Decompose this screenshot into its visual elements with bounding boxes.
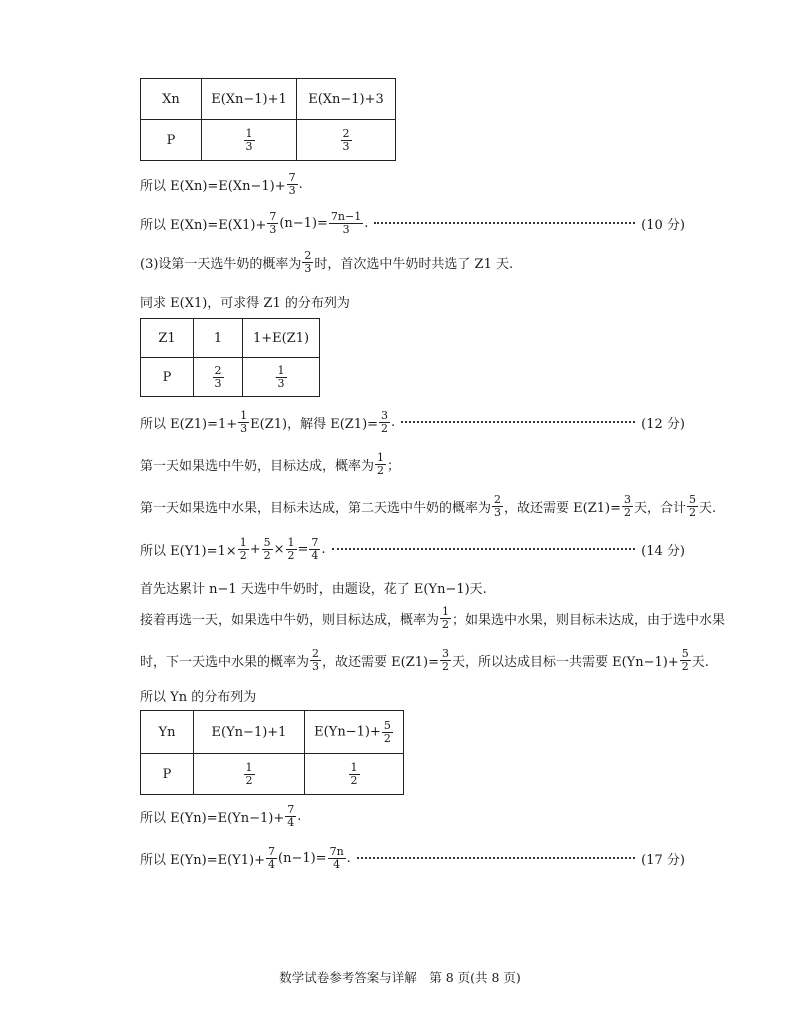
fraction xyxy=(440,648,451,672)
text-line xyxy=(140,686,685,705)
table-cell: P xyxy=(141,358,194,397)
score-label: (17 分) xyxy=(641,852,685,868)
text: 所以 E(Z1)=1+ xyxy=(140,416,238,432)
numerator: 1 xyxy=(442,605,450,618)
text: 第一天如果选中水果，目标未达成，第二天选中牛奶的概率为 xyxy=(140,500,492,516)
text: 第一天如果选中牛奶，目标达成，概率为 xyxy=(140,458,375,474)
fraction xyxy=(492,494,503,518)
fraction xyxy=(238,410,249,434)
fraction xyxy=(687,494,698,518)
page-footer: 数学试卷参考答案与详解 第 8 页(共 8 页) xyxy=(279,970,521,985)
text: . xyxy=(321,541,326,557)
numerator: 1 xyxy=(245,126,253,140)
denominator: 2 xyxy=(239,548,247,562)
text: 所以 E(Xn)=E(Xn−1)+ xyxy=(140,178,286,194)
z1-distribution-table-block xyxy=(140,318,685,397)
fraction xyxy=(302,250,313,274)
denominator: 2 xyxy=(350,773,358,787)
z1-distribution-table xyxy=(140,318,320,397)
fraction xyxy=(309,537,320,561)
text: + xyxy=(249,541,261,557)
denominator: 4 xyxy=(333,857,341,871)
text-line xyxy=(140,605,726,631)
text: . xyxy=(364,215,369,231)
text-line xyxy=(140,647,709,673)
fraction xyxy=(286,537,297,561)
table-cell xyxy=(305,754,404,795)
numerator: 2 xyxy=(494,493,502,506)
formula-line xyxy=(140,846,685,870)
text: 天，所以达成目标一共需要 E(Yn−1)+ xyxy=(451,654,679,670)
numerator: 1 xyxy=(240,409,248,422)
score-label: (14 分) xyxy=(641,543,685,559)
text: ，故还需要 E(Z1)= xyxy=(504,500,621,516)
text: 所以 E(Yn)=E(Yn−1)+ xyxy=(140,810,285,826)
numerator: 3 xyxy=(441,647,449,660)
formula-line xyxy=(140,537,685,561)
numerator: 5 xyxy=(263,536,271,549)
table-cell xyxy=(194,754,305,795)
text-line xyxy=(140,578,685,597)
denominator: 3 xyxy=(240,421,248,435)
numerator: 3 xyxy=(381,409,389,422)
table-cell: Z1 xyxy=(141,319,194,358)
denominator: 2 xyxy=(287,548,295,562)
table-cell xyxy=(305,711,404,754)
denominator: 4 xyxy=(311,548,319,562)
fraction xyxy=(680,648,691,672)
text: . xyxy=(298,176,303,192)
denominator: 2 xyxy=(383,731,391,745)
text-line xyxy=(140,292,685,311)
text: ；如果选中水果，则目标未达成，由于选中水果 xyxy=(452,612,726,628)
denominator: 2 xyxy=(623,505,631,519)
denominator: 3 xyxy=(342,222,350,236)
numerator: 7n xyxy=(329,845,344,858)
numerator: 7 xyxy=(288,171,296,184)
fraction xyxy=(341,128,352,152)
table-cell xyxy=(202,120,297,161)
denominator: 2 xyxy=(381,421,389,435)
text-line xyxy=(140,452,685,476)
text: 时，下一天选中水果的概率为 xyxy=(140,654,310,670)
fraction xyxy=(213,365,224,389)
denominator: 2 xyxy=(689,505,696,519)
numerator: 7n−1 xyxy=(330,210,362,223)
denominator: 3 xyxy=(245,139,253,153)
denominator: 3 xyxy=(214,376,222,390)
text: 时，首次选中牛奶时共选了 Z1 天. xyxy=(314,256,514,272)
fraction xyxy=(379,410,390,434)
text: . xyxy=(297,808,302,824)
numerator: 2 xyxy=(312,647,320,660)
table-cell: P xyxy=(141,754,194,795)
text: 同求 E(X1)，可求得 Z1 的分布列为 xyxy=(140,296,350,311)
fraction xyxy=(382,720,393,744)
table-row xyxy=(141,754,404,795)
numerator: 7 xyxy=(269,210,277,223)
numerator: 3 xyxy=(623,493,631,506)
denominator: 3 xyxy=(277,376,285,390)
denominator: 2 xyxy=(681,659,689,673)
numerator: 1 xyxy=(287,536,295,549)
fraction xyxy=(262,537,273,561)
fraction xyxy=(244,762,255,786)
table-cell xyxy=(194,358,243,397)
numerator: 2 xyxy=(304,249,312,262)
denominator: 2 xyxy=(442,617,450,631)
denominator: 2 xyxy=(263,548,271,562)
text: × xyxy=(273,541,285,557)
fraction xyxy=(267,211,278,235)
numerator: 7 xyxy=(287,803,295,816)
table-cell xyxy=(297,120,396,161)
table-cell: E(Xn−1)+1 xyxy=(202,79,297,120)
numerator: 1 xyxy=(350,760,358,774)
denominator: 3 xyxy=(494,505,502,519)
denominator: 2 xyxy=(245,773,253,787)
xn-distribution-table-block xyxy=(140,78,685,161)
yn-distribution-table xyxy=(140,710,404,795)
formula-line xyxy=(140,211,685,235)
table-cell: Yn xyxy=(141,711,194,754)
formula-line xyxy=(140,410,685,434)
table-row xyxy=(141,319,320,358)
table-cell: 1+E(Z1) xyxy=(243,319,320,358)
numerator: 7 xyxy=(311,536,319,549)
table-cell: Xn xyxy=(141,79,202,120)
table-row xyxy=(141,358,320,397)
fraction xyxy=(622,494,633,518)
text: 天，合计 xyxy=(633,500,686,516)
text: = xyxy=(297,541,309,557)
denominator: 3 xyxy=(342,139,350,153)
table-row xyxy=(141,120,396,161)
xn-distribution-table xyxy=(140,78,396,161)
fraction xyxy=(244,128,255,152)
text: (n−1)= xyxy=(278,850,327,866)
text: 首先达累计 n−1 天选中牛奶时，由题设，花了 E(Yn−1)天. xyxy=(140,582,487,597)
table-cell xyxy=(243,358,320,397)
denominator: 3 xyxy=(288,183,296,197)
table-cell: P xyxy=(141,120,202,161)
fraction xyxy=(375,452,386,476)
text: 所以 E(Xn)=E(X1)+ xyxy=(140,217,267,233)
text: (3)设第一天选牛奶的概率为 xyxy=(140,256,302,272)
table-cell: 1 xyxy=(194,319,243,358)
numerator: 5 xyxy=(383,718,391,732)
fraction xyxy=(287,172,298,196)
table-cell: E(Yn−1)+1 xyxy=(194,711,305,754)
fraction xyxy=(285,804,296,828)
fraction xyxy=(329,211,363,235)
numerator: 1 xyxy=(239,536,247,549)
numerator: 5 xyxy=(689,493,696,506)
text: E(Z1)，解得 E(Z1)= xyxy=(250,416,379,432)
text: ； xyxy=(387,458,401,474)
leader-dots xyxy=(401,421,635,423)
leader-dots xyxy=(332,548,636,550)
text-line xyxy=(140,493,717,519)
leader-dots xyxy=(374,222,635,224)
fraction xyxy=(440,606,451,630)
numerator: 1 xyxy=(377,451,385,464)
table-cell: E(Xn−1)+3 xyxy=(297,79,396,120)
text: 天. xyxy=(691,654,709,670)
text: . xyxy=(391,414,396,430)
text-line xyxy=(140,250,685,274)
numerator: 2 xyxy=(214,363,222,377)
fraction xyxy=(349,762,360,786)
numerator: 1 xyxy=(245,760,253,774)
fraction xyxy=(328,846,346,870)
fraction xyxy=(276,365,287,389)
numerator: 5 xyxy=(681,647,689,660)
denominator: 3 xyxy=(304,261,312,275)
text: 接着再选一天，如果选中牛奶，则目标达成，概率为 xyxy=(140,612,440,628)
text: ，故还需要 E(Z1)= xyxy=(322,654,439,670)
denominator: 4 xyxy=(287,815,295,829)
denominator: 3 xyxy=(269,222,277,236)
denominator: 3 xyxy=(312,659,320,673)
text: E(Yn−1)+ xyxy=(314,724,381,740)
text: 所以 E(Y1)=1× xyxy=(140,543,237,559)
denominator: 2 xyxy=(377,463,385,477)
fraction xyxy=(310,648,321,672)
numerator: 2 xyxy=(342,126,350,140)
text: 所以 Yn 的分布列为 xyxy=(140,690,257,705)
denominator: 2 xyxy=(441,659,449,673)
table-row xyxy=(141,711,404,754)
formula-line xyxy=(140,172,685,196)
fraction xyxy=(266,846,277,870)
text: 所以 E(Yn)=E(Y1)+ xyxy=(140,852,265,868)
fraction xyxy=(238,537,249,561)
denominator: 4 xyxy=(268,857,275,871)
numerator: 7 xyxy=(268,845,275,858)
yn-distribution-table-block xyxy=(140,710,685,795)
text: (n−1)= xyxy=(279,215,328,231)
formula-line xyxy=(140,804,685,828)
numerator: 1 xyxy=(277,363,285,377)
text: . xyxy=(346,850,351,866)
table-row xyxy=(141,79,396,120)
score-label: (10 分) xyxy=(641,217,685,233)
score-label: (12 分) xyxy=(641,416,685,432)
text: 天. xyxy=(699,500,717,516)
leader-dots xyxy=(357,857,635,859)
